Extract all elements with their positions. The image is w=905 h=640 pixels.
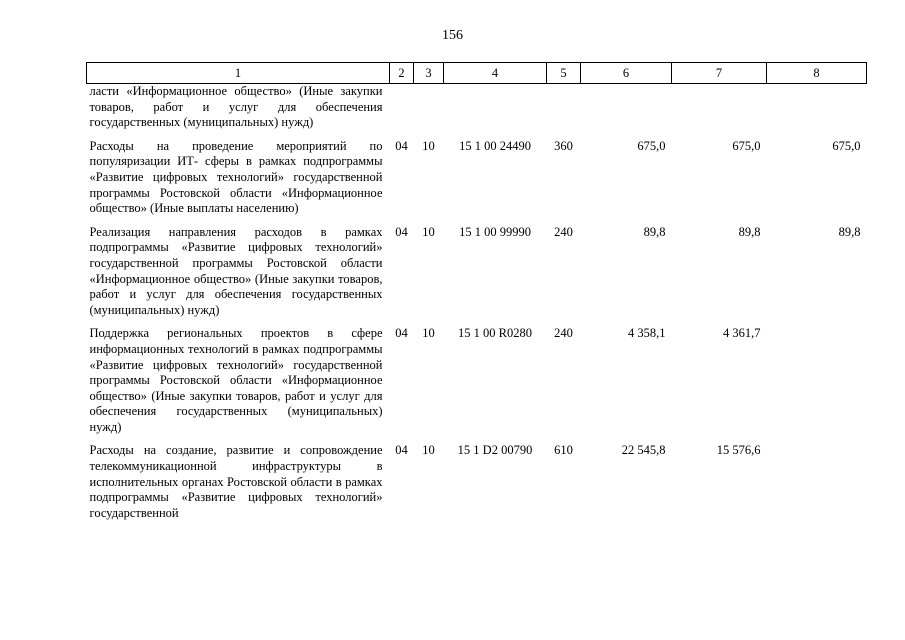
column-header: 3 xyxy=(414,63,444,84)
target-article-code: 15 1 00 R0280 xyxy=(458,326,532,341)
section-code: 04 xyxy=(395,138,408,153)
amount-col7: 15 576,6 xyxy=(716,443,761,458)
amount-col6: 89,8 xyxy=(643,224,666,239)
page-number: 156 xyxy=(442,28,463,43)
table-row xyxy=(87,139,867,225)
amount-col8: 675,0 xyxy=(832,138,861,153)
amount-col7: 89,8 xyxy=(738,224,761,239)
amount-col8 xyxy=(767,443,867,521)
amount-col6: 675,0 xyxy=(637,138,666,153)
table-row xyxy=(87,326,867,443)
target-article-code xyxy=(444,84,547,139)
row-description: Поддержка региональных проектов в сфере информационных технологий в рамках подпрограммы «Развитие цифровых технологий» государственной программы Ростовской области «Информационное общество» (Иные закупки товаров, работ и услуг для обеспечения государственных (муниципальных) нужд) xyxy=(89,326,383,434)
column-header: 8 xyxy=(767,63,867,84)
column-header: 5 xyxy=(547,63,581,84)
expense-type-code: 360 xyxy=(554,138,573,153)
amount-col6: 22 545,8 xyxy=(621,443,666,458)
target-article-code: 15 1 00 24490 xyxy=(459,138,531,153)
column-header: 2 xyxy=(390,63,414,84)
amount-col7: 4 361,7 xyxy=(723,326,761,341)
expense-type-code xyxy=(547,84,581,139)
expense-type-code: 240 xyxy=(554,326,573,341)
row-description: Расходы на проведение мероприятий по популяризации ИТ- сферы в рамках подпрограммы «Развитие цифровых технологий» государственной программы Ростовской области «Информационное общество» (Иные выплаты населению) xyxy=(89,138,383,216)
amount-col8: 89,8 xyxy=(838,224,861,239)
table-row xyxy=(87,443,867,521)
section-code xyxy=(390,84,414,139)
subsection-code xyxy=(414,84,444,139)
row-description: Реализация направления расходов в рамках подпрограммы «Развитие цифровых технологий» государственной программы Ростовской области «Информационное общество» (Иные закупки товаров, работ и услуг для обеспечения государственных (муниципальных) нужд) xyxy=(89,224,383,317)
target-article-code: 15 1 00 99990 xyxy=(459,224,531,239)
expense-type-code: 610 xyxy=(554,443,573,458)
amount-col6: 4 358,1 xyxy=(628,326,666,341)
target-article-code: 15 1 D2 00790 xyxy=(457,443,533,458)
section-code: 04 xyxy=(395,224,408,239)
table-row xyxy=(87,225,867,327)
budget-table xyxy=(86,62,867,521)
column-header: 4 xyxy=(444,63,547,84)
subsection-code: 10 xyxy=(422,443,435,458)
subsection-code: 10 xyxy=(422,326,435,341)
amount-col8 xyxy=(767,326,867,443)
amount-col7: 675,0 xyxy=(732,138,761,153)
column-header: 6 xyxy=(581,63,672,84)
amount-col8 xyxy=(767,84,867,139)
section-code: 04 xyxy=(395,326,408,341)
expense-type-code: 240 xyxy=(554,224,573,239)
section-code: 04 xyxy=(395,443,408,458)
subsection-code: 10 xyxy=(422,138,435,153)
row-description: ласти «Информационное общество» (Иные закупки товаров, работ и услуг для обеспечения государственных (муниципальных) нужд) xyxy=(89,84,383,130)
table-header-row xyxy=(87,63,867,84)
row-description: Расходы на создание, развитие и сопровождение телекоммуникационной инфраструктуры в исполнительных органах Ростовской области в рамках подпрограммы «Развитие цифровых технологий» государственной xyxy=(89,443,383,520)
table-row xyxy=(87,84,867,139)
subsection-code: 10 xyxy=(422,224,435,239)
amount-col6 xyxy=(581,84,672,139)
amount-col7 xyxy=(672,84,767,139)
column-header: 7 xyxy=(672,63,767,84)
column-header: 1 xyxy=(87,63,390,84)
